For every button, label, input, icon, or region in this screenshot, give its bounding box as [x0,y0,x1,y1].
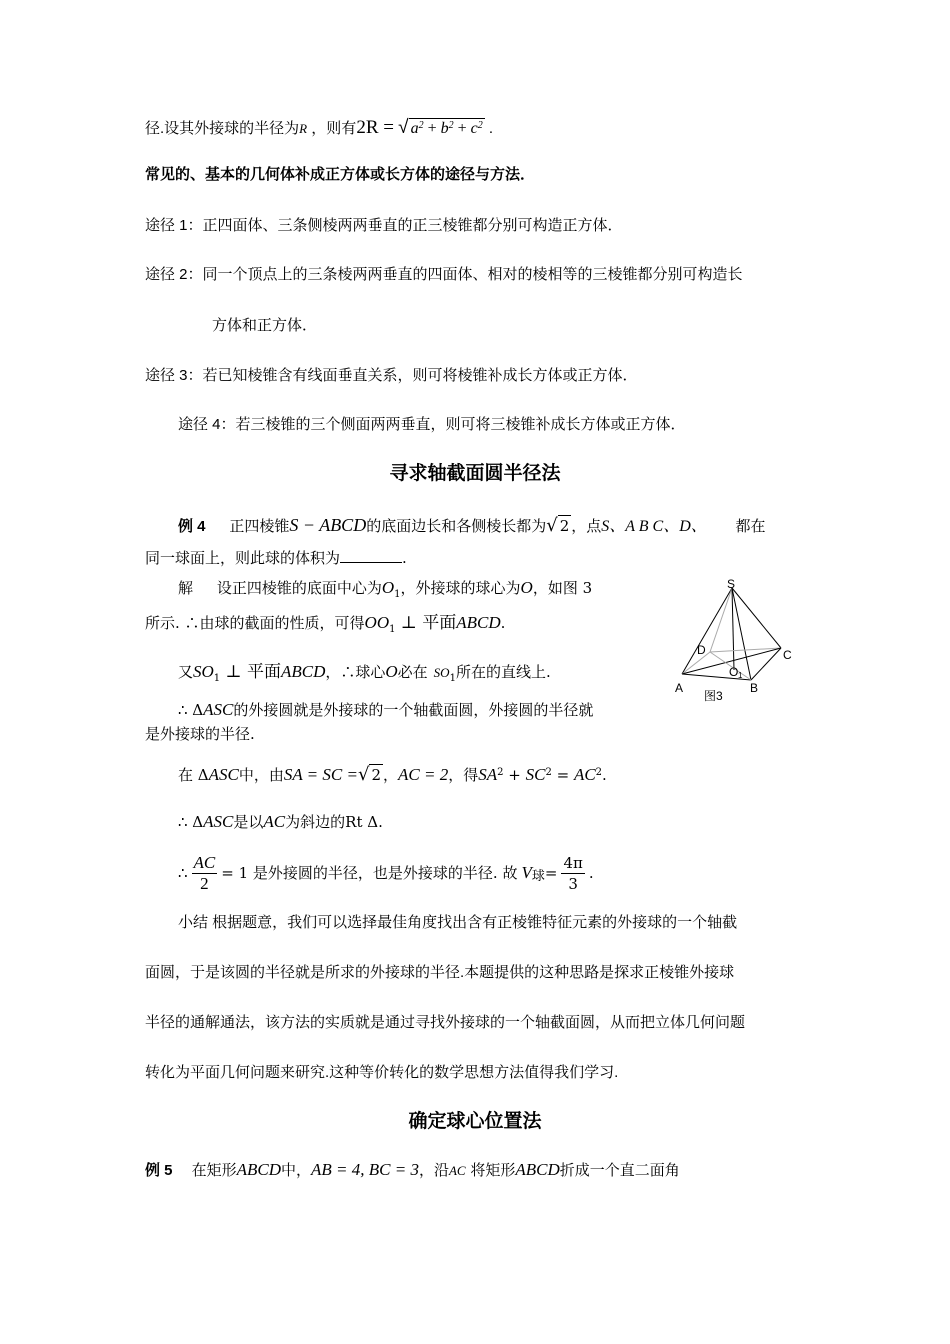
text: + [503,766,526,784]
summary-line4: 转化为平面几何问题来研究.这种等价转化的数学思想方法值得我们学习. [145,1064,619,1081]
example-4-line2 [145,548,407,568]
text: Rt Δ [345,813,379,831]
base-bc [751,648,781,680]
label-c: C [783,648,792,662]
solution-line6 [178,764,607,788]
subscript: 1 [394,589,401,600]
var-abcd: ABCD [280,662,326,681]
text: . [588,864,594,882]
equation-ac: AC = 2 [398,765,449,784]
equation-ab-bc: AB = 4, BC = 3 [311,1160,419,1179]
text: . [488,120,494,137]
solution-line3 [178,662,551,685]
solution-line8 [178,850,594,896]
section-heading-axial: 寻求轴截面圆半径法 [389,463,561,484]
text: 所示. ∴由球的截面的性质，可得 [145,614,365,632]
summary-line3: 半径的通解通法，该方法的实质就是通过寻找外接球的一个轴截面圆，从而把立体几何问题 [145,1014,746,1031]
label-b: B [750,681,759,695]
var-ac: AC [448,1163,466,1178]
summary-line1: 小结 根据题意，我们可以选择最佳角度找出含有正棱锥特征元素的外接球的一个轴截 [178,914,738,931]
way-4: 途径 4：若三棱锥的三个侧面两两垂直，则可将三棱锥补成长方体或正方体． [178,416,686,433]
text: 所在的直线上. [455,663,551,681]
text: ，得 [448,766,479,784]
text: ，沿 [418,1161,449,1179]
text: ， [383,766,399,784]
way-2: 途径 2：同一个顶点上的三条棱两两垂直的四面体、相对的棱相等的三棱锥都分别可构造长 [145,266,743,283]
text: 为斜边的 [285,813,346,831]
var-o: O [385,662,398,681]
text: ∴ [178,864,188,882]
sqrt-2: √ 2 [546,515,570,536]
text: 都在 [735,517,766,535]
var-asc: ASC [203,812,234,831]
text: 又 [178,663,194,681]
text: 必在 [397,663,428,681]
text: ∴ Δ [178,813,204,831]
fraction-4pi-over-3: $\frac{4\pi}{3}$ [563,853,583,893]
text: ⊥ 平面 [220,662,281,682]
text: = [551,766,574,784]
points-list: S、A B C、D、 [601,518,707,535]
var-sc: SC [525,765,546,784]
edge-sc [732,588,781,648]
pyramid-name: S − ABCD [289,515,367,535]
text: ⊥ 平面 [395,613,457,633]
text: 的外接圆就是外接球的一个轴截面圆，外接圆的半径就 [233,701,594,719]
label-a: A [675,681,684,695]
text: 同一球面上，则此球的体积为 [145,549,341,567]
fraction-ac-over-2: $\frac{AC}{2}$ [193,852,216,893]
var-ac: AC [263,812,286,831]
var-r: R [299,121,308,136]
label-o-subscript: 1 [738,671,743,680]
text: 是以 [233,813,264,831]
text: 折成一个直二面角 [559,1161,680,1179]
var-abcd: ABCD [456,613,501,632]
radical [398,118,485,141]
text: = 1 是外接圆的半径，也是外接球的半径. 故 [221,864,518,882]
formula-lhs: 2R = [356,117,394,138]
solution-line7 [178,812,383,832]
radicand: $a^2 + b^2 + c^2$ [409,118,485,141]
label-d: D [697,643,706,657]
summary-line2: 面圆，于是该圆的半径就是所求的外接球的半径.本题提供的这种思路是探求正棱锥外接球 [145,964,735,981]
text: 中， [281,1161,312,1179]
text: ，则有 [311,120,357,137]
text: . [402,549,407,567]
subscript: 1 [449,673,456,684]
var-v: V [521,863,532,882]
subscript: 1 [213,673,221,684]
radical-sign-icon: √ [398,117,409,138]
sqrt-2: √ 2 [357,764,381,785]
text: = [544,864,558,882]
text: . [378,813,383,831]
superscript: 2 [595,767,603,778]
text: 正四棱锥 [229,517,290,535]
edge-sa [682,588,732,674]
text: 中，由 [238,766,284,784]
label-s: S [727,577,736,591]
text: ，点 [571,517,602,535]
solution-line2 [145,613,505,636]
equation-sa-sc: SA = SC = [283,765,358,784]
example-label: 例 4 [178,518,206,535]
var-o1: O [381,578,395,597]
example-4-line1 [178,515,766,537]
solution-label: 解 [178,580,194,597]
solution-line4 [178,700,593,720]
common-methods-heading: 常见的、基本的几何体补成正方体或长方体的途径与方法． [145,166,536,183]
way-3: 途径 3：若已知棱锥含有线面垂直关系，则可将棱锥补成长方体或正方体． [145,367,638,384]
solution-line5: 是外接球的半径. [145,725,255,743]
height-so1 [732,588,734,670]
intro-radius-line [145,118,493,141]
text: 的底面边长和各侧棱长都为 [366,517,547,535]
var-abcd: ABCD [515,1160,560,1179]
text: ，外接球的球心为 [400,579,521,597]
text: ，∴球心 [325,663,386,681]
var-asc: ASC [208,765,239,784]
subscript: 1 [389,624,396,635]
text: . [500,614,506,632]
answer-blank [340,548,402,563]
text: 设正四棱锥的底面中心为 [216,579,382,597]
text: ∴ Δ [178,701,204,719]
solution-line1 [178,578,592,601]
var-asc: ASC [203,700,234,719]
section-heading-center: 确定球心位置法 [408,1111,542,1132]
text: 在 Δ [178,766,209,784]
figure-3-pyramid [668,574,808,706]
text: . [602,766,607,784]
var-o: O [520,578,533,597]
way-2-cont: 方体和正方体． [212,317,318,334]
label-o: O [729,665,739,679]
var-so: SO [433,665,450,680]
example-5-line1 [145,1160,680,1181]
figure-caption: 图3 [704,689,723,703]
var-ac: AC [573,765,596,784]
var-so1: SO [193,662,214,681]
var-oo1: OO [364,613,390,632]
superscript: 2 [545,767,552,778]
text: 将矩形 [470,1161,516,1179]
example-label: 例 5 [145,1162,173,1179]
subscript: 球 [531,869,545,884]
superscript: 2 [497,767,504,778]
var-abcd: ABCD [236,1160,281,1179]
text: ，如图 3 [532,579,593,597]
way-1: 途径 1：正四面体、三条侧棱两两垂直的正三棱锥都分别可构造正方体． [145,217,623,234]
text: 径.设其外接球的半径为 [145,120,300,137]
var-sa: SA [478,765,498,784]
text: 在矩形 [191,1161,237,1179]
